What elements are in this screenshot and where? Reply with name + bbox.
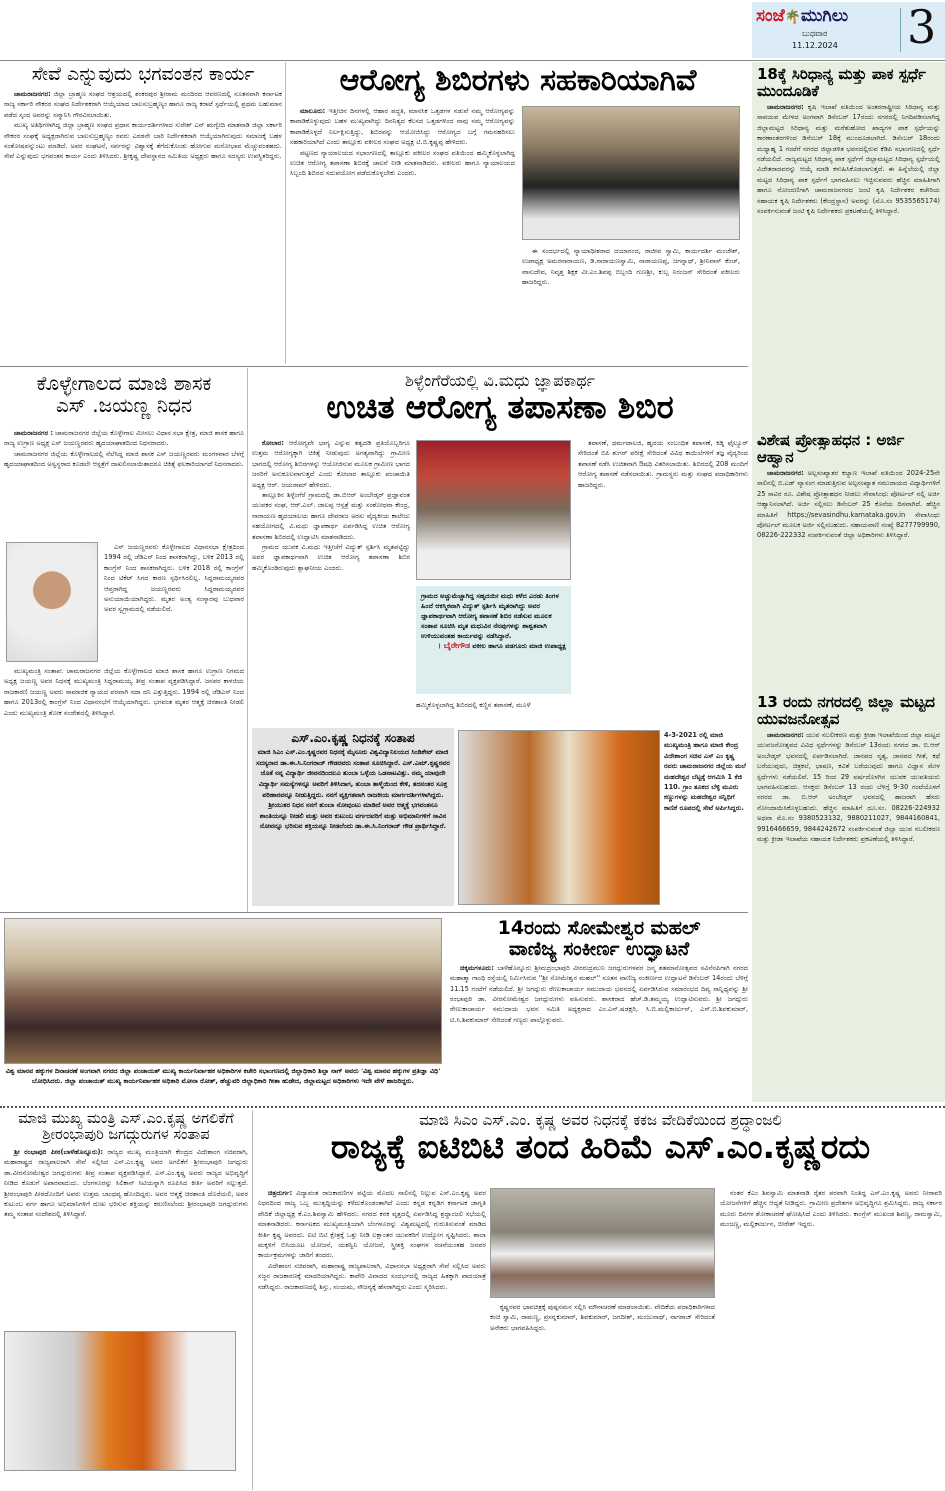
brand-logo [756,6,891,26]
article-body: ಶ್ರೀ ರಂಭಾಪುರಿ ಪೀಠ(ಬಾಳೆಹೊನ್ನೂರು): ರಾಜ್ಯದ ಮುಖ್ಯ ಮಂತ್ರಿಯಾಗಿ ಕೇಂದ್ರದ ವಿದೇಶಾಂಗ ಸಚಿವರಾಗಿ, ಮಹಾರಾಷ್ಟ್ರದ ರಾಜ್ಯಪಾಲರಾಗಿ ಸೇವೆ ಸಲ್ಲಿಸಿದ ಎಸ್.ಎಂ.ಕೃಷ್ಣ ಅವರ ಅಗಲಿಕೆಗೆ ಶ್ರೀರಂಭಾಪುರಿ ಜಗದ್ಗುರು ಡಾ.ವೀರಸೋಮೇಶ್ವರ ಜಗದ್ಗುರುಗಳು ತೀವ್ರ ಸಂತಾಪ ವ್ಯಕ್ತಪಡಿಸಿದ್ದಾರೆ. ಎಸ್.ಎಂ.ಕೃಷ್ಣ ಅವರು ರಾಜ್ಯದ ಅಭಿವೃದ್ಧಿಗೆ ನೀಡಿದ ಕೊಡುಗೆ ಅಪಾರವಾದುದು. ಬೆಂಗಳೂರನ್ನು ಸಿಲಿಕಾನ್ ಸಿಟಿಯನ್ನಾಗಿ ರೂಪಿಸಿದ ಕೀರ್ತಿ ಅವರಿಗೆ ಸಲ್ಲುತ್ತದೆ. ಶ್ರೀರಂಭಾಪುರಿ ಪೀಠದೊಂದಿಗೆ ಅವರು ಉತ್ತಮ ಬಾಂಧವ್ಯ ಹೊಂದಿದ್ದರು. ಅವರ ಆತ್ಮಕ್ಕೆ ಚಿರಶಾಂತಿ ದೊರೆಯಲಿ, ಅವರ ಕುಟುಂಬ ವರ್ಗ ಹಾಗೂ ಅಭಿಮಾನಿಗಳಿಗೆ ದುಃಖ ಭರಿಸುವ ಶಕ್ತಿಯನ್ನು ಕರುಣಿಸಲೆಂದು ಶ್ರೀರಂಭಾಪುರಿ ಜಗದ್ಗುರುಗಳು ತಮ್ಮ ಸಂತಾಪ ಸಂದೇಶದಲ್ಲಿ ತಿಳಿಸಿದ್ದಾರೆ. [4,1147,248,1219]
header-rule [0,60,945,61]
santapa-box [252,728,454,906]
article-body: ಕೋಲಾರ: ಆರೋಗ್ಯವೇ ಭಾಗ್ಯ ಎನ್ನುವ ತತ್ವದಡಿ ಪ್ರತಿಯೊಬ್ಬರಿಗೂ ಉತ್ತಮ ಆರೋಗ್ಯಕ್ಕಾಗಿ ಚಿಕಿತ್ಸೆ ನೀಡುವುದು ಅಗತ್ಯವಾಗಿದ್ದು ಗ್ರಾಮೀಣ ಭಾಗದಲ್ಲಿ ಆರೋಗ್ಯ ಶಿಬಿರಗಳನ್ನು ಆಯೋಜಿಸುವ ಮೂಲಕ ಗ್ರಾಮೀಣ ಭಾಗದ ಜನರಿಗೆ ಅನುಕೂಲವಾಗುತ್ತದೆ ಎಂದು ಕೋಲಾರ ತಾಲ್ಲೂಕು ಪಂಚಾಯಿತಿ ಅಧ್ಯಕ್ಷ ಆರ್. ಜಯರಾಮ್ ಹೇಳಿದರು. ತಾಲ್ಲೂಕಿನ ಶಿಳ್ಳೆಂಗೆರೆ ಗ್ರಾಮದಲ್ಲಿ ಡಾ.ಬಿಆರ್ ಅಂಬೇಡ್ಕರ್ ಪ್ರಜ್ಞಾವಂತ ಯುವಕರ ಸಂಘ, ಆರ್.ಎಲ್. ಜಾಲಪ್ಪ ಆಸ್ಪತ್ರೆ ಮತ್ತು ಸಂಶೋಧನಾ ಕೇಂದ್ರ, ನಾರಾಯಣ ಹೃದಯಾಲಯ ಹಾಗೂ ದೇವರಾಜ ಅರಸು ವೈದ್ಯಕೀಯ ಕಾಲೇಜು ಸಹಯೋಗದಲ್ಲಿ ವಿ.ಮಧು ಜ್ಞಾಪಕಾರ್ಥ ಏರ್ಪಡಿಸಿದ್ದ ಉಚಿತ ಆರೋಗ್ಯ ತಪಾಸಣಾ ಶಿಬಿರದಲ್ಲಿ ಉದ್ಘಾಟಿಸಿ ಮಾತನಾಡಿದರು. ಗ್ರಾಮದ ಯುವಕ ವಿ.ಮಧು ಇತ್ತೀಚೆಗೆ ವಿದ್ಯುತ್ ಸ್ಪರ್ಶಿಸಿ ಮೃತಪಟ್ಟಿದ್ದು ಅವರ ಜ್ಞಾಪಕಾರ್ಥವಾಗಿ ಉಚಿತ ಆರೋಗ್ಯ ತಪಾಸಣಾ ಶಿಬಿರ ಹಮ್ಮಿಕೊಂಡಿರುವುದು ಶ್ಲಾಘನೀಯ ಎಂದರು. [252,439,410,572]
article-jayanna [4,372,244,912]
article-arogya [290,64,746,364]
masthead [752,2,945,58]
column-rule [252,1110,253,1490]
column-rule [247,368,248,913]
article-body: ಮಾಲೂರು: ಇತ್ತೀಚಿನ ದಿನಗಳಲ್ಲಿ ಆಹಾರ ಪದ್ಧತಿ, ಮಾನಸಿಕ ಒತ್ತಡಗಳ ನಡುವೆ ನಮ್ಮ ಆರೋಗ್ಯವನ್ನು ಕಾಪಾಡಿಕೊಳ್ಳುವುದು ಬಹಳ ಮುಖ್ಯವಾಗಿದ್ದು ದಿನನಿತ್ಯದ ಕೆಲಸದ ಒತ್ತಡಗಳಿಂದ ನಾವು ನಮ್ಮ ಆರೋಗ್ಯವನ್ನು ಕಾಪಾಡಿಕೊಳ್ಳದೆ ನಿರ್ಲಕ್ಷಿಸುತ್ತಿದ್ದು, ಶಿಬಿರವನ್ನು ಆಯೋಜಿಸಿದ್ದು ಆರೋಗ್ಯದ ಬಗ್ಗೆ ಗಮನಹರಿಸಲು ಸಹಕಾರಿಯಾಗಿದೆ ಎಂದು ತಾಲ್ಲೂಕು ವಕೀಲರ ಸಂಘದ ಅಧ್ಯಕ್ಷ ಟಿ.ಬಿ.ಕೃಷ್ಣಪ್ಪ ಹೇಳಿದರು. ಪಟ್ಟಣದ ನ್ಯಾಯಾಲಯದ ಸಭಾಂಗಣದಲ್ಲಿ ತಾಲ್ಲೂಕು ವಕೀಲರ ಸಂಘದ ವತಿಯಿಂದ ಹಮ್ಮಿಕೊಳ್ಳಲಾಗಿದ್ದ ಉಚಿತ ಆರೋಗ್ಯ ತಪಾಸಣಾ ಶಿಬಿರಕ್ಕೆ ಚಾಲನೆ ನೀಡಿ ಮಾತನಾಡಿದರು. ವಕೀಲರು ಹಾಗೂ ನ್ಯಾಯಾಲಯದ ಸಿಬ್ಬಂದಿ ಶಿಬಿರದ ಸದುಪಯೋಗ ಪಡೆದುಕೊಳ್ಳಬೇಕು ಎಂದರು. [290,107,515,178]
photo-caption-2021: 4-3-2021 ರಲ್ಲಿ ಮಾಜಿ ಮುಖ್ಯಮಂತ್ರಿ ಹಾಗೂ ಮಾಜಿ ಕೇಂದ್ರ ವಿದೇಶಾಂಗ ಸಚಿವ ಎಸ್ ಎಂ ಕೃಷ್ಣ ರವರು ಚಾಮರಾಜನಗರ ಜಿಲ್ಲೆಯ ಮಲೆ ಮಹದೇಶ್ವರ ಬೆಟ್ಟಕ್ಕೆ ಆಗಮಿಸಿ 1 ಕೆಜಿ 110. ಗ್ರಾಂ ತೂಕದ ಬೆಳ್ಳಿ ಮೂರು ಕಣ್ಣುಗಳನ್ನು ಮಹದೇಶ್ವರ ಸನ್ನಿಧಿಗೆ ಕಾಣಿಕೆ ರೂಪದಲ್ಲಿ ಸೇವೆ ಅರ್ಪಿಸಿದ್ದರು. [664,731,746,812]
article-someshwara [450,918,748,1102]
quote-name: । ಬೈರೇಗೌಡ [437,641,471,650]
issue-day: ಬುಧವಾರ [802,29,828,38]
divider [900,8,901,52]
article-body-2: ತಪಾಸಣೆ, ಥರ್ಮಟಾಲಜಿ, ಹೃದಯ ಸಂಬಂಧಿತ ತಪಾಸಣೆ, ಕಿಡ್ನಿ ಫೈಲ್ಯೂರ್ ಸೇರಿದಂತೆ ಬಿಪಿ ಶುಗರ್ ಪರೀಕ್ಷೆ ಸೇರಿದಂತೆ ವಿವಿಧ ಕಾಯಿಲೆಗಳಿಗೆ ತಜ್ಞ ವೈದ್ಯರಿಂದ ತಪಾಸಣೆ ನಡೆಸಿ ಉಚಿತವಾಗಿ ಔಷಧಿ ವಿತರಿಸಲಾಯಿತು. ಶಿಬಿರದಲ್ಲಿ 208 ಮಂದಿಗೆ ಆರೋಗ್ಯ ತಪಾಸಣೆ ನಡೆಸಲಾಯಿತು. ಗ್ರಾಮಸ್ಥರು ಮತ್ತು ಸಂಘದ ಪದಾಧಿಕಾರಿಗಳು ಹಾಜರಿದ್ದರು. [578,439,748,489]
quote-text: ಗ್ರಾಮದ ಅಚ್ಚುಮೆಚ್ಚಾಗಿದ್ದ ಸಹೃದಯೀ ಮಧು ಕಳೆದ ಎರಡು ತಿಂಗಳ ಹಿಂದೆ ಆಕಸ್ಮಿಕವಾಗಿ ವಿದ್ಯುತ್ ಸ್ಪರ್ಶಿಸಿ ಮೃತರಾಗಿದ್ದು ಅವರ ಜ್ಞಾಪಕಾರ್ಥವಾಗಿ ಆರೋಗ್ಯ ತಪಾಸಣೆ ಶಿಬಿರ ನಡೆಸುವ ಮೂಲಕ ಸಂತಾಪ ಸೂಚಿಸಿ ಮೃತ ಮಧುವಿನ ನೆನಪುಗಳನ್ನು ಶಾಶ್ವತವಾಗಿ ಉಳಿಯುವಂತಹ ಕಾರ್ಯವನ್ನು ನಡೆಸಿದ್ದಾರೆ. [421,592,559,640]
kicker: ಶಿಳ್ಳೆಂಗೆರೆಯಲ್ಲಿ ವಿ.ಮಧು ಜ್ಞಾಪಕಾರ್ಥ [405,371,595,390]
page-number: 3 [907,0,937,54]
headline: ಎಸ್.ಎಂ.ಕೃಷ್ಣ ನಿಧನಕ್ಕೆ ಸಂತಾಪ [291,731,415,745]
article-main-krishna [256,1112,945,1490]
box-body: ಮಾಜಿ ಸಿಎಂ ಎಸ್.ಎಂ.ಕೃಷ್ಣರವರ ನಿಧನಕ್ಕೆ ಮೈಸೂರು ವಿಶ್ವವಿದ್ಯಾನಿಲಯದ ಸಿಂಡಿಕೇಟ್ ಮಾಜಿ ಸದಸ್ಯರಾದ ಡಾ.ಈ.ಸಿ.ನಿಂಗರಾಜ್ ಗೌಡರವರು ಸಂತಾಪ ಸೂಚಿಸಿದ್ದಾರೆ. ಎಸ್.ಎಮ್.ಕೃಷ್ಣರವರ ಜೊತೆ ನನ್ನ ವಿದ್ಯಾರ್ಥಿ ಜೀವನದಿಂದಲೂ ತುಂಬಾ ಒಳ್ಳೆಯ ಒಡನಾಟವಿತ್ತು. ನಮ್ಮ ಯಾವುದೇ ವಿದ್ಯಾರ್ಥಿ ಸಮಸ್ಯೆಗಳನ್ನೂ ಅವರಿಗೆ ತಿಳಿಸಿದಾಗ, ತುಂಬಾ ತಾಳ್ಮೆಯಿಂದ ಕೇಳಿ, ತದನಂತರ ಸೂಕ್ತ ಪರಿಹಾರವನ್ನೂ ನೀಡುತ್ತಿದ್ದರು. ನನಗೆ ವ್ಯಕ್ತಿಗತವಾಗಿ ರಾಜಕೀಯ ಮಾರ್ಗದರ್ಶಿಗಳಾಗಿದ್ದರು. ಶ್ರೀಯುತರ ನಿಧನ ನನಗೆ ತುಂಬಾ ನೋವುಂಟು ಮಾಡಿದೆ ಅವರ ಆತ್ಮಕ್ಕೆ ಭಗವಂತನೂ ಶಾಂತಿಯನ್ನೂ ನೀಡಲಿ ಮತ್ತು ಅವರ ಕುಟುಂಬ ವರ್ಗದವರಿಗೆ ಮತ್ತು ಅಭಿಮಾನಿಗಳಿಗೆ ಸಾವಿನ ನೋವನ್ನೂ ಭರಿಸುವ ಶಕ್ತಿಯನ್ನೂ ನೀಡಲೆಂದು ಡಾ.ಈ.ಸಿ.ನಿಂಗರಾಜ್ ಗೌಡ ಪ್ರಾರ್ಥಿಸಿದ್ದಾರೆ. [256,748,450,831]
article-body-3: ಮುಖ್ಯಮಂತ್ರಿ ಸಂತಾಪ: ಚಾಮರಾಜನಗರ ಜಿಲ್ಲೆಯ ಕೊಳ್ಳೇಗಾಲದ ಮಾಜಿ ಶಾಸಕ ಹಾಗೂ ಉಗ್ರಾಣ ನಿಗಮದ ಅಧ್ಯಕ್ಷ ಜಯಣ್ಣ ಅವರ ನಿಧನಕ್ಕೆ ಮುಖ್ಯಮಂತ್ರಿ ಸಿದ್ದರಾಮಯ್ಯ ತೀವ್ರ ಸಂತಾಪ ವ್ಯಕ್ತಪಡಿಸಿದ್ದಾರೆ. ಜನಪರ ಕಾಳಜಿಯ ರಾಜಕಾರಣಿ ಜಯಣ್ಣ ಅವರು ಸಾಮಾಜಿಕ ನ್ಯಾಯದ ಪರವಾಗಿ ಸದಾ ದನಿ ಎತ್ತುತ್ತಿದ್ದರು. 1994 ರಲ್ಲಿ ಜೆಡಿಎಸ್ ನಿಂದ ಹಾಗೂ 2013ರಲ್ಲಿ ಕಾಂಗ್ರೆಸ್ ನಿಂದ ವಿಧಾನಸಭೆಗೆ ಆಯ್ಕೆಯಾಗಿದ್ದರು. ಭಗವಂತ ಮೃತರ ಆತ್ಮಕ್ಕೆ ಚಿರಶಾಂತಿ ನೀಡಲಿ ಎಂದು ಮುಖ್ಯಮಂತ್ರಿ ಶೋಕ ಸಂದೇಶದಲ್ಲಿ ತಿಳಿಸಿದ್ದಾರೆ. [4,667,244,717]
article-body: ಚಾಮರಾಜನಗರ : ಚಾಮರಾಜನಗರ ಜಿಲ್ಲೆಯ ಕೊಳ್ಳೇಗಾಲ ಮೀಸಲು ವಿಧಾನ ಸಭಾ ಕ್ಷೇತ್ರ, ಮಾಜಿ ಶಾಸಕ ಹಾಗೂ ರಾಜ್ಯ ಉಗ್ರಾಣ ಅಧ್ಯಕ್ಷ ಎಸ್ ಜಯಣ್ಣರವರು ಹೃದಯಾಘಾತದಿಂದ ನಿಧನರಾದರು. ಚಾಮರಾಜನಗರ ಜಿಲ್ಲೆಯ ಕೊಳ್ಳೇಗಾಲದಲ್ಲಿ ನೆಲೆಸಿದ್ದ ಮಾಜಿ ಶಾಸಕ ಎಸ್ ಜಯಣ್ಣರವರು ಮಂಗಳವಾರ ಬೆಳಗ್ಗೆ ಹೃದಯಾಘಾತದಿಂದ ಅಸ್ವಸ್ಥರಾದ ಕೂಡಲೇ ಆಸ್ಪತ್ರೆಗೆ ದಾಖಲಿಸಲಾಯಿತಾದರೂ ಚಿಕಿತ್ಸೆ ಫಲಕಾರಿಯಾಗದೆ ನಿಧನರಾದರು. [4,429,244,469]
headline: 14ರಂದು ಸೋಮೇಶ್ವರ ಮಹಲ್ ವಾಣಿಜ್ಯ ಸಂಕೀರ್ಣ ಉದ್ಘಾಟನೆ [497,917,701,960]
article-body: ಚಾಮರಾಜನಗರ: ಕೃಷಿ ಇಲಾಖೆ ವತಿಯಿಂದ ಅಂತರರಾಷ್ಟ್ರೀಯ ಸಿರಿಧಾನ್ಯ ಮತ್ತು ಸಾವಯವ ಮೇಳದ ಅಂಗವಾಗಿ ಡಿಸೆಂಬರ್ 17ರಂದು ನಗರದಲ್ಲಿ ನಿಗದಿಪಡಿಸಲಾಗಿದ್ದ ಜಿಲ್ಲಾಮಟ್ಟದ ಸಿರಿಧಾನ್ಯ ಮತ್ತು ಮರೆತುಹೋದ ಖಾದ್ಯಗಳ ಪಾಕ ಸ್ಪರ್ಧೆಯನ್ನು ಕಾರಣಾಂತರಗಳಿಂದ ಡಿಸೆಂಬರ್ 18ಕ್ಕೆ ಮುಂದೂಡಲಾಗಿದೆ. ಡಿಸೆಂಬರ್ 18ರಂದು ಮಧ್ಯಾಹ್ನ 1 ಗಂಟೆಗೆ ನಗರದ ಜಿಲ್ಲಾಡಳಿತ ಭವನದಲ್ಲಿರುವ ಕೆಡಿಪಿ ಸಭಾಂಗಣದಲ್ಲಿ ಸ್ಪರ್ಧೆ ನಡೆಯಲಿದೆ. ರಾಜ್ಯಮಟ್ಟದ ಸಿರಿಧಾನ್ಯ ಪಾಕ ಸ್ಪರ್ಧೆಗೆ ಜಿಲ್ಲಾಮಟ್ಟದ ಸಿರಿಧಾನ್ಯ ಸ್ಪರ್ಧೆಯಲ್ಲಿ ವಿಜೇತರಾದವರನ್ನು ಆಯ್ಕೆ ಮಾಡಿ ಕಳುಹಿಸಿಕೊಡಲಾಗುತ್ತದೆ. ಈ ಹಿನ್ನೆಲೆಯಲ್ಲಿ ಜಿಲ್ಲಾ ಮಟ್ಟದ ಸಿರಿಧಾನ್ಯ ಪಾಕ ಸ್ಪರ್ಧೆಗೆ ಭಾಗವಹಿಸಲು ಇಚ್ಛಿಸುವವರು ಹೆಚ್ಚಿನ ಮಾಹಿತಿಗಾಗಿ ಹಾಗೂ ನೋಂದಣಿಗಾಗಿ ಚಾಮರಾಜನಗರದ ಜಂಟಿ ಕೃಷಿ ನಿರ್ದೇಶಕರ ಕಚೇರಿಯ ಸಹಾಯಕ ಕೃಷಿ ನಿರ್ದೇಶಕರು (ಕೇಂದ್ರಸ್ಥಾನ) ಅವರನ್ನು (ಮೊ.ಸಂ 9535565174) ಸಂಪರ್ಕಿಸುವಂತೆ ಜಂಟಿ ಕೃಷಿ ನಿರ್ದೇಶಕರು ಪ್ರಕಟಣೆಯಲ್ಲಿ ತಿಳಿಸಿದ್ದಾರೆ. [757,103,940,216]
article-seve [4,64,282,364]
photo-jayanna-portrait [6,542,98,662]
article-body-2: ಎಸ್ ಜಯಣ್ಣರವರು ಕೊಳ್ಳೇಗಾಲದ ವಿಧಾನಸಭಾ ಕ್ಷೇತ್ರದಿಂದ 1994 ರಲ್ಲಿ ಜೆಡಿಎಸ್ ನಿಂದ ಶಾಸಕರಾಗಿದ್ದು, ಬಳಿಕ 2013 ರಲ್ಲಿ ಕಾಂಗ್ರೆಸ್ ನಿಂದ ಶಾಸಕರಾಗಿದ್ದರು. ಬಳಿಕ 2018 ರಲ್ಲಿ ಕಾಂಗ್ರೆಸ್ ನಿಂದ ಟಿಕೆಟ್ ಸಿಗದ ಕಾರಣ ಸ್ಪರ್ಧಿಸಿರಲಿಲ್ಲ. ಸಿದ್ದರಾಮಯ್ಯರವರ ಆಪ್ತರಾಗಿದ್ದ ಜಯಣ್ಣರವರು ಸಿದ್ದರಾಮಯ್ಯರವರ ಅನುಯಾಯಿಯಾಗಿದ್ದರು. ಮೃತರ ಅಂತ್ಯ ಸಂಸ್ಕಾರವು ಬುಧವಾರ ಅವರ ಸ್ವಗ್ರಾಮದಲ್ಲಿ ನಡೆಯಲಿದೆ. [104,543,244,614]
headline: ಸೇವೆ ಎನ್ನುವುದು ಭಗವಂತನ ಕಾರ್ಯ [31,63,255,85]
article-uchita [252,372,748,720]
photo-lawyers-health-camp [522,106,740,240]
article-rambhapuri [4,1112,248,1488]
photo-tribute-group [490,1188,715,1298]
article-body: ಚಾಮರಾಜನಗರ: ಅಲ್ಪಸಂಖ್ಯಾತರ ಕಲ್ಯಾಣ ಇಲಾಖೆ ವತಿಯಿಂದ 2024-25ನೇ ಸಾಲಿನಲ್ಲಿ ಬಿ.ಎಡ್ ವ್ಯಾಸಂಗ ಮಾಡುತ್ತಿರುವ ಅಲ್ಪಸಂಖ್ಯಾತ ಸಮುದಾಯದ ವಿದ್ಯಾರ್ಥಿಗಳಿಗೆ 25 ಸಾವಿರ ರೂ. ವಿಶೇಷ ಪ್ರೋತ್ಸಾಹಧನ ನೀಡಲು ಸೇವಾಸಿಂಧು ಪೋರ್ಟಲ್ ನಲ್ಲಿ ಅರ್ಜಿ ಆಹ್ವಾನಿಸಲಾಗಿದೆ. ಅರ್ಜಿ ಸಲ್ಲಿಸಲು ಡಿಸೆಂಬರ್ 25 ಕೊನೆಯ ದಿನವಾಗಿದೆ. ಹೆಚ್ಚಿನ ಮಾಹಿತಿಗೆ https://sevasindhu.karnataka.gov.in ಸೇವಾಸಿಂಧು ಪೋರ್ಟಲ್ ಮೂಲಕ ಅರ್ಜಿ ಸಲ್ಲಿಸಬಹುದು. ಸಹಾಯವಾಣಿ ಸಂಖ್ಯೆ 8277799990, 08226-222332 ಸಂಪರ್ಕಿಸುವಂತೆ ಜಿಲ್ಲಾ ಅಧಿಕಾರಿಗಳು ತಿಳಿಸಿದ್ದಾರೆ. [757,469,940,540]
photo-caption: ಹಮ್ಮಿಕೊಳ್ಳಲಾಗಿದ್ದ ಶಿಬಿರದಲ್ಲಿ ಕಣ್ಣಿನ ತಪಾಸಣೆ, ಮೂಳೆ [416,701,531,709]
headline: ಮಾಜಿ ಮುಖ್ಯ ಮಂತ್ರಿ ಎಸ್.ಎಂ.ಕೃಷ್ಣ ಅಗಲಿಕೆಗೆ ಶ್ರೀರಂಭಾಪುರಿ ಜಗದ್ಗುರುಗಳ ಸಂತಾಪ [18,1111,234,1143]
brand-right: ಮುಗಿಲು [800,6,849,26]
article-body-continued: ಈ ಸಂದರ್ಭದಲ್ಲಿ ನ್ಯಾಯಾಧೀಶರಾದ ದಯಾನಂದ, ರಾಜೀವ ಸ್ವಾಮಿ, ಕಾರ್ಯದರ್ಶಿ ಮಂಜೇಶ್, ಉಪಾಧ್ಯಕ್ಷ ಅಮರನಾರಾಯಣ, ಡಿ.ನಾರಾಯಣಸ್ವಾಮಿ, ನಾರಾಯಣಪ್ಪ, ಜಗನ್ನಾಥ್, ಶ್ರೀನಿವಾಸ್ ಕೆಂಚ್, ವಾಸುದೇವ, ನಿವೃತ್ತ ಶಿಕ್ಷಕ ವೀ.ಎಂ.ಶಿವಪ್ಪ ಬಿಬ್ಬಂದಿ ಗುಣಶ್ರೀ, ಕುಬ್ಬ ನಿರಂಜನ್ ಸೇರಿದಂತೆ ವಕೀಲರು ಹಾಜರಿದ್ದರು. [522,247,740,287]
palm-icon: 🌴 [784,10,801,25]
photo-krishna-temple-visit [458,730,660,905]
right-column [752,62,945,1102]
brand-left: ಸಂಜೆ [756,6,785,26]
section-rule [0,366,748,367]
kicker: ಮಾಜಿ ಸಿಎಂ ಎಸ್.ಎಂ. ಕೃಷ್ಣ ಅವರ ನಿಧನಕ್ಕೆ ಕಕಜ ವೇದಿಕೆಯಿಂದ ಶ್ರದ್ಧಾಂಜಲಿ [419,1111,782,1129]
article-body: ಚಾಮರಾಜನಗರ: ಯುವ ಸಬಲೀಕರಣ ಮತ್ತು ಕ್ರೀಡಾ ಇಲಾಖೆಯಿಂದ ಜಿಲ್ಲಾ ಮಟ್ಟದ ಯುವಜನೋತ್ಸವದ ವಿವಿಧ ಸ್ಪರ್ಧೆಗಳನ್ನು ಡಿಸೆಂಬರ್ 13ರಂದು ನಗರದ ಡಾ. ಬಿ.ಆರ್ ಅಂಬೇಡ್ಕರ್ ಭವನದಲ್ಲಿ ಏರ್ಪಡಿಸಲಾಗಿದೆ. ಜಾನಪದ ನೃತ್ಯ, ಜಾನಪದ ಗೀತೆ, ಕಥೆ ಬರೆಯುವುದು, ಚಿತ್ರಕಲೆ, ಭಾಷಣ, ಕವಿತೆ ಬರೆಯುವುದು ಹಾಗೂ ವಿಜ್ಞಾನ ಮೇಳ ಸ್ಪರ್ಧೆಗಳು ನಡೆಯಲಿವೆ. 15 ರಿಂದ 29 ವರ್ಷದೊಳಗಿನ ಯುವಕ ಯುವತಿಯರು ಭಾಗವಹಿಸಬಹುದು. ಆಸಕ್ತರು ಡಿಸೆಂಬರ್ 13 ರಂದು ಬೆಳಿಗ್ಗೆ 9-30 ಗಂಟೆಯೊಳಗೆ ನಗರದ ಡಾ. ಬಿ.ಆರ್ ಅಂಬೇಡ್ಕರ್ ಭವನದಲ್ಲಿ ಹಾಜರಾಗಿ ಹೆಸರು ನೋಂದಾಯಿಸಿಕೊಳ್ಳಬಹುದು. ಹೆಚ್ಚಿನ ಮಾಹಿತಿಗೆ ದೂ.ಸಂ. 08226-224932 ಅಥವಾ ಮೊ.ಸಂ 9380523132, 9880211027, 9844160841, 9916466659, 9844242672 ಸಂಪರ್ಕಿಸುವಂತೆ ಜಿಲ್ಲಾ ಯುವ ಸಬಲೀಕರಣ ಮತ್ತು ಕ್ರೀಡಾ ಇಲಾಖೆಯ ಸಹಾಯಕ ನಿರ್ದೇಶಕರು ಪ್ರಕಟಣೆಯಲ್ಲಿ ತಿಳಿಸಿದ್ದಾರೆ. [757,731,940,844]
section-divider [0,1106,945,1108]
human-rights-caption: ವಿಶ್ವ ಮಾನವ ಹಕ್ಕುಗಳ ದಿನಾಚರಣೆ ಅಂಗವಾಗಿ ನಗರದ ಜಿಲ್ಲಾ ಪಂಚಾಯತ್ ಮುಖ್ಯ ಕಾರ್ಯನಿರ್ವಾಹಕ ಅಧಿಕಾರಿಗಳ ಕಚೇರಿ ಸಭಾಂಗಣದಲ್ಲಿ ಜಿಲ್ಲಾಧಿಕಾರಿ ಶಿಲ್ಪಾ ನಾಗ್ ಅವರು 'ವಿಶ್ವ ಮಾನವ ಹಕ್ಕುಗಳ ಪ್ರತಿಜ್ಞಾ ವಿಧಿ' ಬೋಧಿಸಿದರು. ಜಿಲ್ಲಾ ಪಂಚಾಯತ್ ಮುಖ್ಯ ಕಾರ್ಯನಿರ್ವಾಹಕ ಅಧಿಕಾರಿ ಮೋನಾ ರೋತ್, ಹೆಚ್ಚುವರಿ ಜಿಲ್ಲಾಧಿಕಾರಿ ಗೀತಾ ಹುಡೇದ, ಜಿಲ್ಲಾಮಟ್ಟದ ಅಧಿಕಾರಿಗಳು ಇದೇ ವೇಳೆ ಹಾಜರಿದ್ದರು. [5,1067,441,1085]
article-body: ಚಿಕ್ಕಮಗಳೂರು: ಬಾಳೆಹೊನ್ನೂರು ಶ್ರೀಮದ್ರಂಭಾಪುರಿ ವೀರರುದ್ರಮುನಿ ಜಗದ್ಗುರುಗಳವರ ಜನ್ಮ ಶತಮಾನೋತ್ಸವದ ಸವಿನೆನಪಿಗಾಗಿ ನಗರದ ಮಹಾತ್ಮಾ ಗಾಂಧಿ ರಸ್ತೆಯಲ್ಲಿ ನಿರ್ಮಿಸಿರುವ ''ಶ್ರೀ ಸೋಮೇಶ್ವರ ಮಹಲ್'' ನೂತನ ವಾಣಿಜ್ಯ ಸಂಕೀರ್ಣದ ಉದ್ಘಾಟನೆ ಡಿಸೆಂಬರ್ 14ರಂದು ಬೆಳಿಗ್ಗೆ 11.15 ಗಂಟೆಗೆ ನಡೆಯಲಿದೆ. ಶ್ರೀ ಜಗದ್ಗುರು ರೇಣುಕಾಚಾರ್ಯ ಸಮುದಾಯ ಭವನದಲ್ಲಿ ಏರ್ಪಡಿಸಿರುವ ಸಮಾರಂಭದ ದಿವ್ಯ ಸಾನ್ನಿಧ್ಯವನ್ನು ಶ್ರೀ ರಂಭಾಪುರಿ ಡಾ. ವೀರಸೋಮೇಶ್ವರ ಜಗದ್ಗುರುಗಳು ವಹಿಸುವರು. ಶಾಸಕರಾದ ಹೆಚ್.ಡಿ.ತಮ್ಮಯ್ಯ ಉದ್ಘಾಟಿಸುವರು. ಶ್ರೀ ಜಗದ್ಗುರು ರೇಣುಕಾಚಾರ್ಯ ಸಮುದಾಯ ಭವನ ಸಮಿತಿ ಅಧ್ಯಕ್ಷರಾದ ಎಂ.ಎನ್.ಷಡಕ್ಷರಿ, ಸಿ.ಬಿ.ಮಲ್ಲಿಕಾರ್ಜುನ್, ಎಸ್.ಬಿ.ಶಿವಕುಮಾರ್, ಟಿ.ಸಿ.ಶಿವಕುಮಾರ್ ಸೇರಿದಂತೆ ಗಣ್ಯರು ಪಾಲ್ಗೊಳ್ಳುವರು. [450,963,748,1024]
article-body-3: ನಂತರ ಕೆಎಂ ಶಿವಸ್ವಾಮಿ ಮಾತನಾಡಿ ರೈತರ ಪರವಾಗಿ ನಿಂತಿದ್ದ ಎಸ್.ಎಂ.ಕೃಷ್ಣ ಅವರು ನೀರಾವರಿ ಯೋಜನೆಗಳಿಗೆ ಹೆಚ್ಚಿನ ಆದ್ಯತೆ ನೀಡಿದ್ದರು. ಗ್ರಾಮೀಣ ಪ್ರದೇಶಗಳ ಅಭಿವೃದ್ಧಿಗೂ ಶ್ರಮಿಸಿದ್ದರು. ರಾಜ್ಯ ಸರ್ಕಾರ ಮೂರು ದಿನಗಳ ಶೋಕಾಚರಣೆ ಘೋಷಿಸಿದೆ ಎಂದು ತಿಳಿಸಿದರು. ಕಾಂಗ್ರೆಸ್ ಮುಖಂಡ ಶಿವಣ್ಣ, ರಾಮಸ್ವಾಮಿ, ಮಂಜಣ್ಣ, ಮಲ್ಲಿಕಾರ್ಜುನ, ಬೀರೇಶ್ ಇದ್ದರು. [720,1189,942,1229]
headline-yuvajanotsava: 13 ರಂದು ನಗರದಲ್ಲಿ ಜಿಲ್ಲಾ ಮಟ್ಟದ ಯುವಜನೋತ್ಸವ [757,693,935,728]
photo-jagadguru [4,1331,236,1471]
photo-human-rights-pledge [4,918,442,1064]
headline-protsaha: ವಿಶೇಷ ಪ್ರೋತ್ಸಾಹಧನ : ಅರ್ಜಿ ಆಹ್ವಾನ [757,431,905,466]
article-body: ಚಾಮರಾಜನಗರ: ಜಿಲ್ಲಾ ಬ್ರಾಹ್ಮಣ ಸಂಘದ ಆಶ್ರಯದಲ್ಲಿ ಶಂಕರಪುರ ಶ್ರೀರಾಮ ಮಂದಿರದ ಆವರಣದಲ್ಲಿ ನೂತನವಾಗಿ ಕರ್ನಾಟಕ ರಾಜ್ಯ ಸರ್ಕಾರಿ ನೌಕರರ ಸಂಘದ ನಿರ್ದೇಶಕರಾಗಿ ಆಯ್ಕೆಯಾದ ಬಾಲಸುಬ್ರಹ್ಮಣ್ಯಂ ಹಾಗೂ ರಾಜ್ಯ ಕರಾಟೆ ಸ್ಪರ್ಧೆಯಲ್ಲಿ ಪ್ರಥಮ ಬಹುಮಾನ ಪಡೆದ ಸ್ಕಂದ ಅವರನ್ನು ಸನ್ಮಾನಿಸಿ ಗೌರವಿಸಲಾಯಿತು. ಮುಖ್ಯ ಅತಿಥಿಗಳಾಗಿದ್ದ ಜಿಲ್ಲಾ ಬ್ರಾಹ್ಮಣ ಸಂಘದ ಪ್ರಧಾನ ಕಾರ್ಯದರ್ಶಿಗಳಾದ ಸುರೇಶ್ ಎನ್ ಋಗ್ವೇದಿ ಮಾತನಾಡಿ ಜಿಲ್ಲಾ ಸರ್ಕಾರಿ ನೌಕರರ ಸಂಘಕ್ಕೆ ಅಧ್ಯಕ್ಷರಾಗಿರುವ ಬಾಲಸುಬ್ರಹ್ಮಣ್ಯಂ ರವರು ಎರಡನೇ ಬಾರಿ ನಿರ್ದೇಶಕರಾಗಿ ಆಯ್ಕೆಯಾಗಿರುವುದು ಸಮಾಜಕ್ಕೆ ಬಹಳ ಸಂತೋಷವನ್ನುಂಟು ಮಾಡಿದೆ. ಅವರ ಸಂಘಟನೆ, ಸರ್ವರನ್ನು ವಿಶ್ವಾಸಕ್ಕೆ ತೆಗೆದುಕೊಂಡು ಹೋಗುವ ಮನೋಭಾವ ಮೆಚ್ಚುವಂತಹದು. ಸೇವೆ ಎನ್ನುವುದು ಭಗವಂತನ ಕಾರ್ಯ ಎಂದು ತಿಳಿಸಿದರು. ಶ್ರೀಕೃಷ್ಣ ದೇವಸ್ಥಾನದ ಸಮಿತಿಯ ಅಧ್ಯಕ್ಷರು ಹಾಗೂ ಸದಸ್ಯರು ಉಪಸ್ಥಿತರಿದ್ದರು. [4,89,282,161]
headline: ಕೊಳ್ಳೇಗಾಲದ ಮಾಜಿ ಶಾಸಕ ಎಸ್ .ಜಯಣ್ಣ ನಿಧನ [36,371,212,417]
headline: ಉಚಿತ ಆರೋಗ್ಯ ತಪಾಸಣಾ ಶಿಬಿರ [326,387,674,426]
headline: ರಾಜ್ಯಕ್ಕೆ ಐಟಿಬಿಟಿ ತಂದ ಹಿರಿಮೆ ಎಸ್.ಎಂ.ಕೃಷ್ಣರದು [330,1126,871,1166]
article-body-2: ಕೃಷ್ಣರವರ ಭಾವಚಿತ್ರಕ್ಕೆ ಪುಷ್ಪನಮನ ಸಲ್ಲಿಸಿ ಮೌನಾಚರಣೆ ಮಾಡಲಾಯಿತು. ವೇದಿಕೆಯ ಪದಾಧಿಕಾರಿಗಳಾದ ಕಂಚಿ ಸ್ವಾಮಿ, ರಾಮಣ್ಣ, ಪ್ರಸನ್ನಕುಮಾರ್, ಶಿವಕುಮಾರ್, ಜಗದೀಶ್, ಮಂಜುನಾಥ್, ನಾಗರಾಜ್ ಸೇರಿದಂತೆ ಅನೇಕರು ಭಾಗವಹಿಸಿದ್ದರು. [490,1303,715,1332]
quote-title: ವಕೀಲ ಹಾಗೂ ವಡಗೂರು ಮಾಜಿ ಉಪಾಧ್ಯಕ್ಷ [472,642,566,650]
quote-box [416,586,571,694]
photo-health-camp [416,440,571,580]
article-body: ಚಿತ್ರದುರ್ಗ: ವಿದ್ಯಾವಂತ ರಾಜಕಾರಣಿಗಳ ಪಟ್ಟಿಯ ಮೊದಲ ಸಾಲಿನಲ್ಲಿ ನಿಲ್ಲುವ ಎಸ್.ಎಂ.ಕೃಷ್ಣ ಅವರ ನಿಧನದಿಂದ ರಾಜ್ಯ ಒಬ್ಬ ಮುತ್ಸದ್ದಿಯನ್ನು ಕಳೆದುಕೊಂಡಂತಾಗಿದೆ ಎಂದು ಕನ್ನಡ ಕನ್ನಡಿಗ ಕರ್ನಾಟಕ ಜಾಗೃತಿ ವೇದಿಕೆ ಜಿಲ್ಲಾಧ್ಯಕ್ಷ ಕೆ.ಎಂ.ಶಿವಸ್ವಾಮಿ ಹೇಳಿದರು. ನಗರದ ಕನಕ ವೃತ್ತದಲ್ಲಿ ಏರ್ಪಡಿಸಿದ್ದ ಶ್ರದ್ಧಾಂಜಲಿ ಸಭೆಯಲ್ಲಿ ಮಾತನಾಡಿದರು. ಕರ್ನಾಟಕದ ಮುಖ್ಯಮಂತ್ರಿಯಾಗಿ ಬೆಂಗಳೂರನ್ನು ವಿಶ್ವಮಟ್ಟದಲ್ಲಿ ಗುರುತಿಸುವಂತೆ ಮಾಡಿದ ಕೀರ್ತಿ ಕೃಷ್ಣ ಅವರದು. ಐಟಿ ಬಿಟಿ ಕ್ಷೇತ್ರಕ್ಕೆ ಒತ್ತು ನೀಡಿ ಲಕ್ಷಾಂತರ ಯುವಕರಿಗೆ ಉದ್ಯೋಗ ಸೃಷ್ಟಿಸಿದರು. ಶಾಲಾ ಮಕ್ಕಳಿಗೆ ಬಿಸಿಯೂಟ ಯೋಜನೆ, ಯಶಸ್ವಿನಿ ಯೋಜನೆ, ಸ್ತ್ರೀಶಕ್ತಿ ಸಂಘಗಳ ರಚನೆಯಂತಹ ಜನಪರ ಕಾರ್ಯಕ್ರಮಗಳನ್ನು ಜಾರಿಗೆ ತಂದರು. ವಿದೇಶಾಂಗ ಸಚಿವರಾಗಿ, ಮಹಾರಾಷ್ಟ್ರ ರಾಜ್ಯಪಾಲರಾಗಿ, ವಿಧಾನಸಭಾ ಅಧ್ಯಕ್ಷರಾಗಿ ಸೇವೆ ಸಲ್ಲಿಸಿದ ಅವರು ಸಜ್ಜನ ರಾಜಕಾರಣಕ್ಕೆ ಮಾದರಿಯಾಗಿದ್ದರು. ಕಾವೇರಿ ವಿವಾದದ ಸಂದರ್ಭದಲ್ಲಿ ರಾಜ್ಯದ ಹಿತಕ್ಕಾಗಿ ಪಾದಯಾತ್ರೆ ನಡೆಸಿದ್ದರು. ರಾಜಕಾರಣದಲ್ಲಿ ಶಿಸ್ತು, ಸಂಯಮ, ಸೌಜನ್ಯಕ್ಕೆ ಹೆಸರಾಗಿದ್ದರು ಎಂದು ಸ್ಮರಿಸಿದರು. [258,1189,486,1291]
column-rule [285,62,286,364]
headline: ಆರೋಗ್ಯ ಶಿಬಿರಗಳು ಸಹಕಾರಿಯಾಗಿವೆ [339,63,697,98]
headline-siridhanya: 18ಕ್ಕೆ ಸಿರಿಧಾನ್ಯ ಮತ್ತು ಪಾಕ ಸ್ಪರ್ಧೆ ಮುಂದೂಡಿಕೆ [757,65,926,100]
section-rule [0,912,748,913]
issue-date: 11.12.2024 [792,41,838,50]
